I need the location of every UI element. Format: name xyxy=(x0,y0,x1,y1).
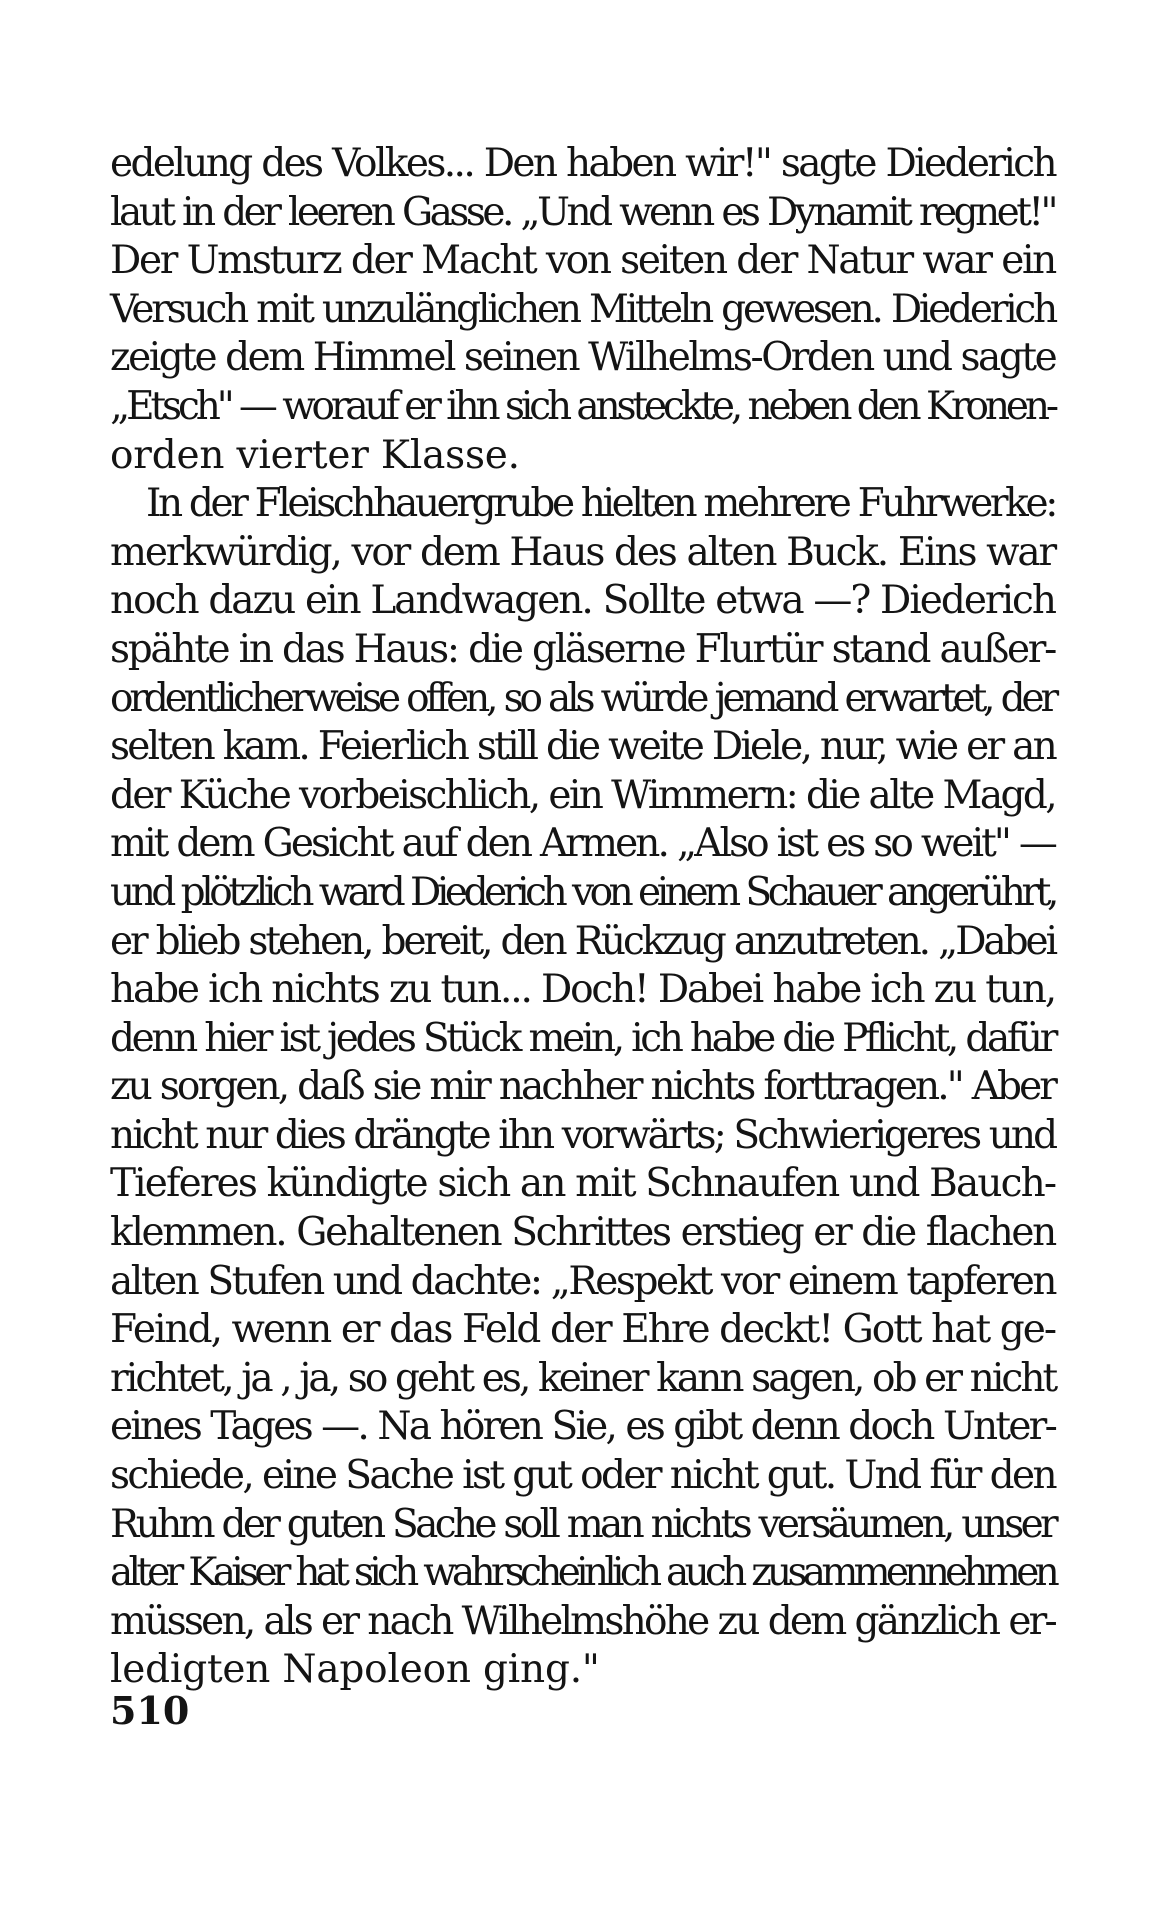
text-line: In der Fleischhauergrube hielten mehrere Fuhrwerke: xyxy=(146,481,1055,527)
text-line: richtet, ja , ja, so geht es, keiner kann sagen, ob er nicht xyxy=(110,1355,1056,1401)
text-line: ordentlicherweise offen, so als würde jemand erwartet, der xyxy=(110,675,1055,721)
text-line: er blieb stehen, bereit, den Rückzug anzutreten. „Dabei xyxy=(110,918,1055,964)
text-line: klemmen. Gehaltenen Schrittes erstieg er die flachen xyxy=(110,1210,1055,1256)
text-line: merkwürdig, vor dem Haus des alten Buck. Eins war xyxy=(110,529,1055,575)
text-line: eines Tages —. Na hören Sie, es gibt denn doch Unter- xyxy=(110,1404,1055,1450)
page-number: 510 xyxy=(110,1688,190,1733)
text-line: orden vierter Klasse. xyxy=(110,432,520,478)
text-line: spähte in das Haus: die gläserne Flurtür stand außer- xyxy=(110,626,1055,672)
text-line: ledigten Napoleon ging." xyxy=(110,1647,600,1693)
text-line: Feind, wenn er das Feld der Ehre deckt! Gott hat ge- xyxy=(110,1307,1055,1353)
text-line: und plötzlich ward Diederich von einem Schauer angerührt, xyxy=(110,869,1055,915)
text-line: „Etsch" — worauf er ihn sich ansteckte, neben den Kronen- xyxy=(110,383,1055,429)
text-line: denn hier ist jedes Stück mein, ich habe die Pflicht, dafür xyxy=(110,1015,1055,1061)
text-line: alter Kaiser hat sich wahrscheinlich auch zusammennehmen xyxy=(110,1550,1055,1596)
text-line: schiede, eine Sache ist gut oder nicht gut. Und für den xyxy=(110,1453,1055,1499)
text-line: alten Stufen und dachte: „Respekt vor einem tapferen xyxy=(110,1258,1055,1304)
text-line: edelung des Volkes... Den haben wir!" sagte Diederich xyxy=(110,141,1055,186)
text-line: noch dazu ein Landwagen. Sollte etwa —? Diederich xyxy=(110,578,1055,624)
text-line: der Küche vorbeischlich, ein Wimmern: die alte Magd, xyxy=(110,772,1055,818)
text-line: selten kam. Feierlich still die weite Diele, nur, wie er an xyxy=(110,724,1055,770)
text-line: zeigte dem Himmel seinen Wilhelms-Orden und sagte xyxy=(110,335,1056,381)
text-line: Ruhm der guten Sache soll man nichts versäumen, unser xyxy=(110,1501,1055,1547)
text-line: zu sorgen, daß sie mir nachher nichts forttragen." Aber xyxy=(110,1064,1055,1110)
text-line: nicht nur dies drängte ihn vorwärts; Schwierigeres und xyxy=(110,1112,1056,1158)
text-line: habe ich nichts zu tun... Doch! Dabei habe ich zu tun, xyxy=(110,967,1055,1013)
text-line: müssen, als er nach Wilhelmshöhe zu dem gänzlich er- xyxy=(110,1598,1055,1644)
text-line: Versuch mit unzulänglichen Mitteln gewesen. Diederich xyxy=(110,286,1055,332)
text-line: Der Umsturz der Macht von seiten der Natur war ein xyxy=(110,238,1055,284)
body-text xyxy=(110,140,1055,1695)
text-line: mit dem Gesicht auf den Armen. „Also ist es so weit" — xyxy=(110,821,1055,867)
text-line: laut in der leeren Gasse. „Und wenn es Dynamit regnet!" xyxy=(110,189,1055,235)
text-line: Tieferes kündigte sich an mit Schnaufen und Bauch- xyxy=(110,1161,1056,1207)
